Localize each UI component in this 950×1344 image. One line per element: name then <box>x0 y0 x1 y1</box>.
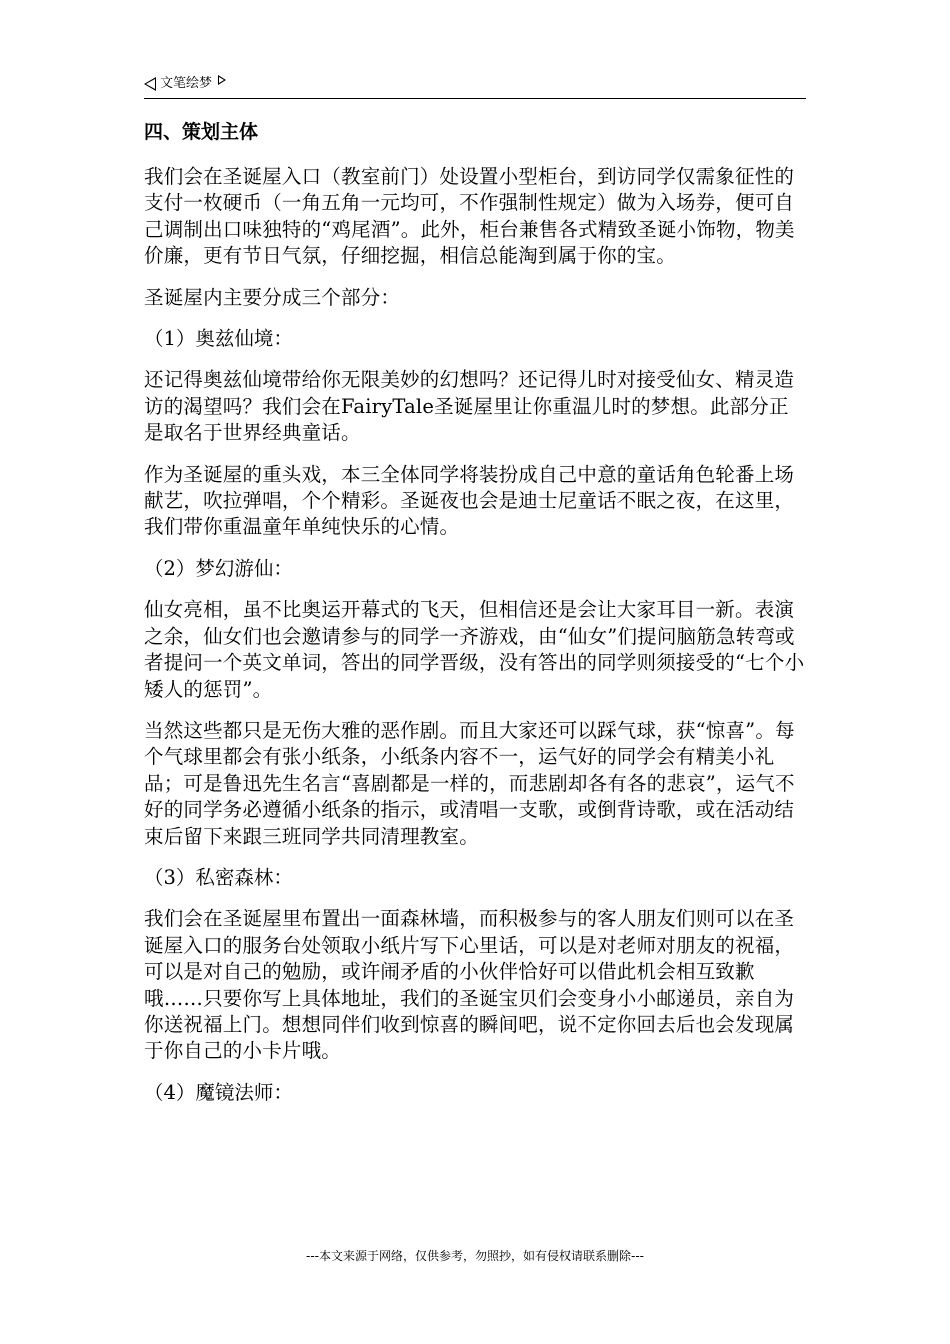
subsection-heading: （3）私密森林： <box>144 865 293 889</box>
paragraph: 还记得奥兹仙境带给你无限美妙的幻想吗？还记得儿时对接受仙女、精灵造访的渴望吗？我们会在FairyTale圣诞屋里让你重温儿时的梦想。此部分正是取名于世界经典童话。 <box>144 368 795 445</box>
document-body <box>144 118 806 1121</box>
header-rule <box>144 98 806 99</box>
paragraph: 圣诞屋内主要分成三个部分： <box>144 285 401 309</box>
paragraph: 当然这些都只是无伤大雅的恶作剧。而且大家还可以踩气球，获“惊喜”。每个气球里都会有张小纸条，小纸条内容不一，运气好的同学会有精美小礼品；可是鲁迅先生名言“喜剧都是一样的，而悲剧却各有各的悲哀”，运气不好的同学务必遵循小纸条的指示，或清唱一支歌，或倒背诗歌，或在活动结束后留下来跟三班同学共同清理教室。 <box>144 718 795 848</box>
triangle-right-icon <box>218 75 226 85</box>
triangle-left-icon <box>144 77 156 91</box>
paragraph: 作为圣诞屋的重头戏，本三全体同学将装扮成自己中意的童话角色轮番上场献艺，吹拉弹唱，个个精彩。圣诞夜也会是迪士尼童话不眠之夜，在这里，我们带你重温童年单纯快乐的心情。 <box>144 462 795 539</box>
page-header <box>144 72 806 96</box>
header-label: 文笔绘梦 <box>160 76 213 91</box>
page-footer: ---本文来源于网络，仅供参考，勿照抄，如有侵权请联系删除--- <box>306 1249 644 1263</box>
paragraph: 我们会在圣诞屋里布置出一面森林墙，而积极参与的客人朋友们则可以在圣诞屋入口的服务台处领取小纸片写下心里话，可以是对老师对朋友的祝福，可以是对自己的勉励，或许闹矛盾的小伙伴恰好可以借此机会相互致歉哦……只要你写上具体地址，我们的圣诞宝贝们会变身小小邮递员，亲自为你送祝福上门。想想同伴们收到惊喜的瞬间吧，说不定你回去后也会发现属于你自己的小卡片哦。 <box>144 907 795 1063</box>
subsection-heading: （1）奥兹仙境： <box>144 327 293 351</box>
paragraph: 我们会在圣诞屋入口（教室前门）处设置小型柜台，到访同学仅需象征性的支付一枚硬币（一角五角一元均可，不作强制性规定）做为入场券，便可自己调制出口味独特的“鸡尾酒”。此外，柜台兼售各式精致圣诞小饰物，物美价廉，更有节日气氛，仔细挖掘，相信总能淘到属于你的宝。 <box>144 165 795 268</box>
subsection-heading: （2）梦幻游仙： <box>144 556 293 580</box>
subsection-heading: （4）魔镜法师： <box>144 1080 293 1104</box>
section-title: 四、策划主体 <box>144 121 259 143</box>
paragraph: 仙女亮相，虽不比奥运开幕式的飞天，但相信还是会让大家耳目一新。表演之余，仙女们也会邀请参与的同学一齐游戏，由“仙女”们提问脑筋急转弯或者提问一个英文单词，答出的同学晋级，没有答出的同学则须接受的“七个小矮人的惩罚”。 <box>144 598 805 701</box>
